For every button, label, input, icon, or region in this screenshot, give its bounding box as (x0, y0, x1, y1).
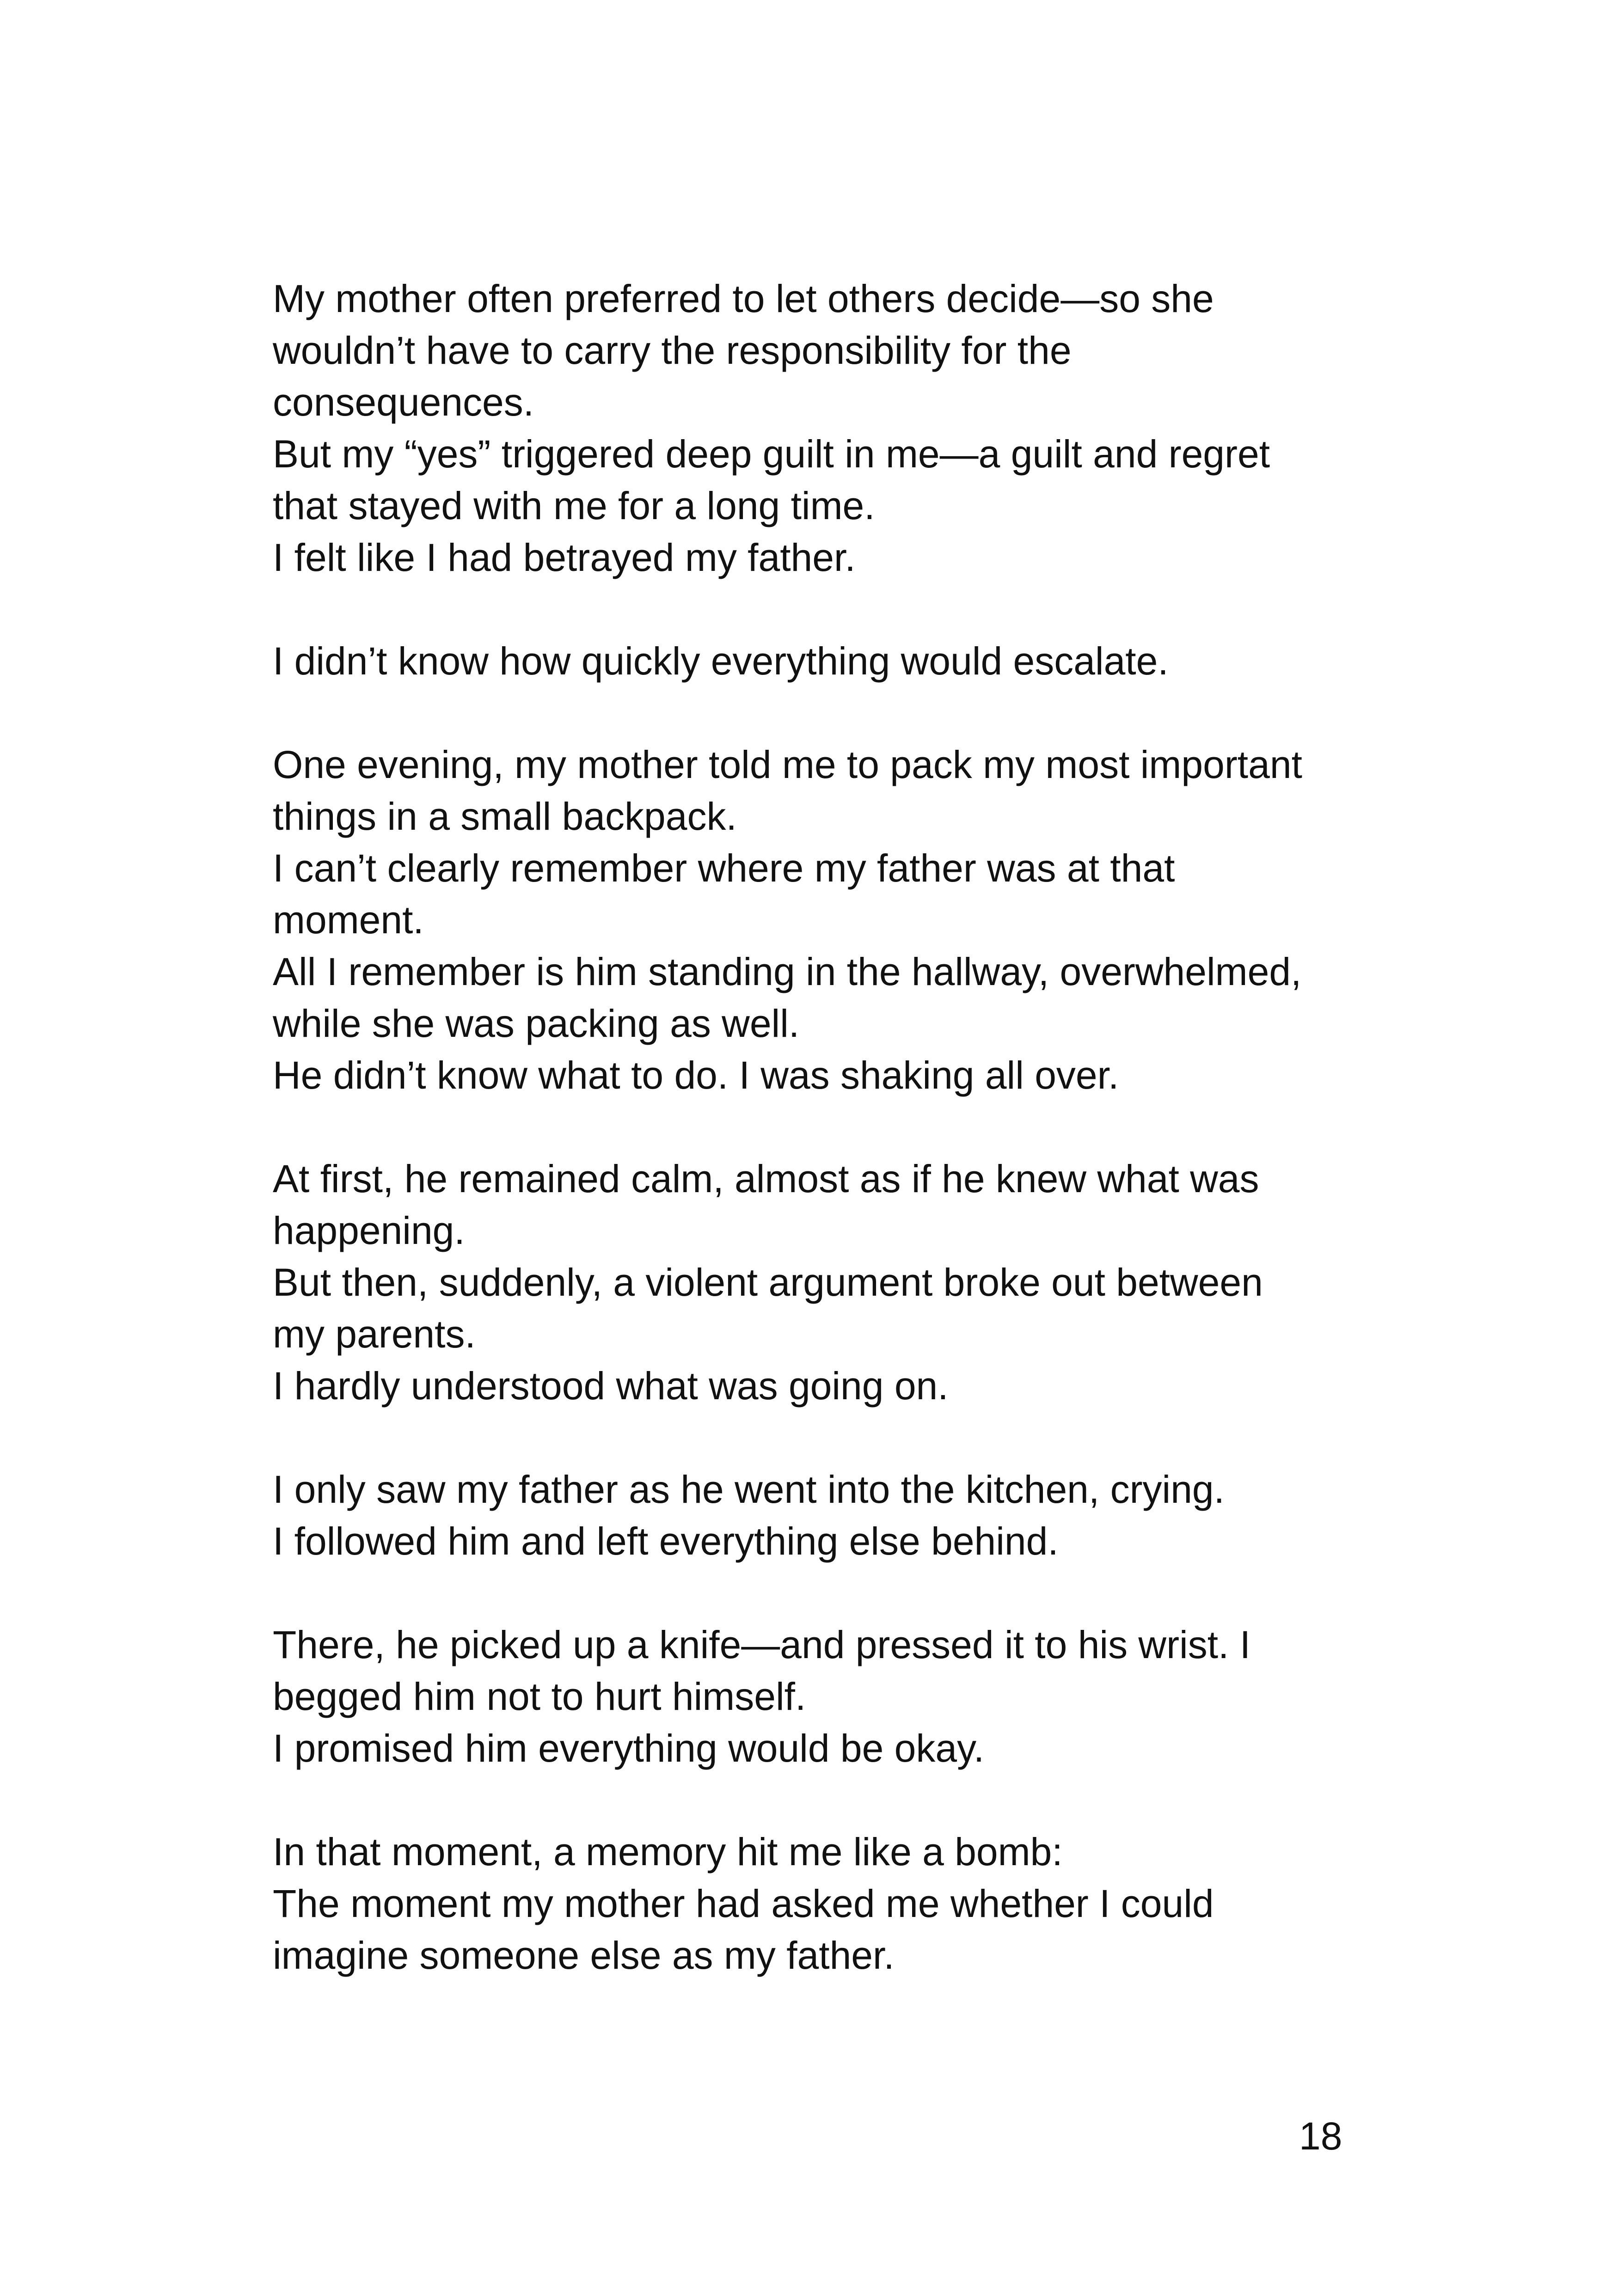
text-line: moment. (273, 898, 424, 942)
text-line: happening. (273, 1209, 465, 1252)
text-line: wouldn’t have to carry the responsibility for the (273, 329, 1072, 372)
text-line: I hardly understood what was going on. (273, 1364, 949, 1408)
paragraph-gap (273, 583, 1382, 635)
text-line: things in a small backpack. (273, 795, 737, 838)
page-number: 18 (1299, 2114, 1342, 2158)
text-line: In that moment, a memory hit me like a bomb: (273, 1830, 1063, 1874)
text-line: But then, suddenly, a violent argument broke out between (273, 1261, 1263, 1304)
text-line: while she was packing as well. (273, 1002, 800, 1045)
text-line: I didn’t know how quickly everything would escalate. (273, 639, 1169, 683)
text-line: He didn’t know what to do. I was shaking all over. (273, 1053, 1119, 1097)
text-line: My mother often preferred to let others decide—so she (273, 277, 1214, 320)
text-line: my parents. (273, 1312, 476, 1356)
text-line: I can’t clearly remember where my father was at that (273, 846, 1175, 890)
paragraph-gap (273, 687, 1382, 739)
paragraph-gap (273, 1412, 1382, 1463)
text-line: But my “yes” triggered deep guilt in me—a guilt and regret (273, 432, 1270, 476)
text-line: I felt like I had betrayed my father. (273, 536, 856, 579)
text-line: There, he picked up a knife—and pressed it to his wrist. I (273, 1623, 1251, 1666)
text-line: The moment my mother had asked me whether I could (273, 1882, 1214, 1925)
text-line: All I remember is him standing in the hallway, overwhelmed, (273, 950, 1302, 993)
paragraph-gap (273, 1567, 1382, 1619)
text-line: imagine someone else as my father. (273, 1934, 895, 1977)
paragraph-gap (273, 1101, 1382, 1153)
text-line: consequences. (273, 380, 534, 424)
text-line: I followed him and left everything else behind. (273, 1519, 1059, 1563)
paragraph-gap (273, 1774, 1382, 1826)
text-line: that stayed with me for a long time. (273, 484, 875, 527)
text-line: One evening, my mother told me to pack my most important (273, 743, 1302, 786)
text-line: begged him not to hurt himself. (273, 1675, 806, 1718)
text-line: At first, he remained calm, almost as if he knew what was (273, 1157, 1259, 1200)
text-line: I only saw my father as he went into the kitchen, crying. (273, 1468, 1225, 1511)
text-line: I promised him everything would be okay. (273, 1727, 985, 1770)
body-text (273, 273, 1382, 1981)
